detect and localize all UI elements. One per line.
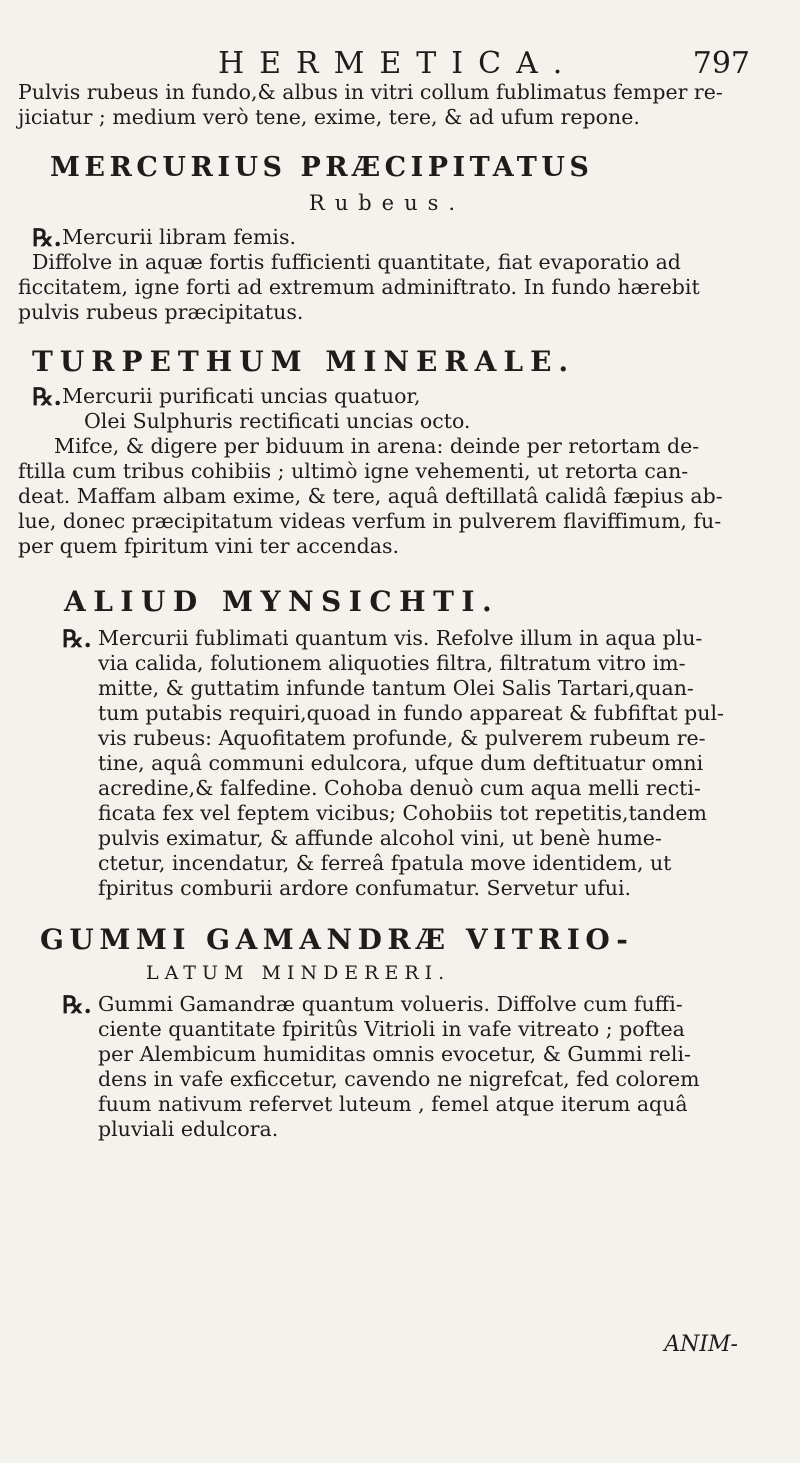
text-line: Diffolve in aquæ fortis fufficienti quantitate, fiat evaporatio ad — [32, 250, 681, 274]
recipe-symbol: ℞. — [62, 990, 92, 1019]
text-line: dens in vafe exficcetur, cavendo ne nigrefcat, fed colorem — [98, 1067, 700, 1091]
text-line: jiciatur ; medium verò tene, exime, tere, & ad ufum repone. — [18, 105, 640, 129]
section-subheading: Rubeus. — [308, 191, 466, 215]
text-line: acredine,& falfedine. Cohoba denuò cum aqua melli rectі- — [98, 776, 701, 800]
recipe-block — [18, 384, 756, 559]
text-line: ftilla cum tribus cohibiis ; ultimò igne vehementi, ut retorta can- — [18, 459, 689, 483]
text-line: Gummi Gamandræ quantum volueris. Diffolve cum fuffi- — [98, 992, 683, 1016]
text-line: ctetur, incendatur, & ferreâ fpatula move identidem, ut — [98, 851, 672, 875]
text-line: via calida, folutionem aliquoties filtra, filtratum vitro im- — [98, 651, 686, 675]
text-line: per Alembicum humiditas omnis evocetur, & Gummi reli- — [98, 1042, 691, 1066]
text-line: Mercurii libram femis. — [62, 225, 296, 249]
text-line: pluviali edulcora. — [98, 1117, 279, 1141]
section-heading: GUMMI GAMANDRÆ VITRIO- — [40, 923, 634, 956]
text-line: Mercurii purificati uncias quatuor, — [62, 384, 421, 408]
text-line: vis rubeus: Aquofitatem profunde, & pulverem rubeum re- — [98, 726, 706, 750]
text-line: Pulvis rubeus in fundo,& albus in vitri collum fublimatus femper re- — [18, 80, 723, 104]
recipe-symbol: ℞. — [62, 624, 92, 653]
page-number: 797 — [692, 46, 750, 81]
text-line: pulvis eximatur, & affunde alcohol vini, ut benè hume- — [98, 826, 662, 850]
text-line: lue, donec præcipitatum videas verfum in pulverem flaviffimum, fu- — [18, 509, 722, 533]
text-line: ficcitatem, igne forti ad extremum adminiftrato. In fundo hærebit — [18, 275, 700, 299]
text-line: per quem fpiritum vini ter accendas. — [18, 534, 400, 558]
text-line: tum putabis requiri,quoad in fundo appareat & fubfiftat pul- — [98, 701, 724, 725]
text-line: Mifce, & digere per biduum in arena: deinde per retortam de- — [54, 434, 700, 458]
recipe-symbol: ℞. — [32, 382, 62, 411]
recipe-symbol: ℞. — [32, 223, 62, 252]
text-line: Mercurii fublimati quantum vis. Refolve illum in aqua plu- — [98, 626, 703, 650]
text-line: Olei Sulphuris rectificati uncias octo. — [84, 409, 471, 433]
section-heading: ALIUD MYNSICHTI. — [64, 585, 500, 618]
text-line: tine, aquâ communi edulcora, ufque dum deftituatur omni — [98, 751, 704, 775]
page-header — [18, 40, 756, 80]
catchword: ANIM- — [664, 1332, 738, 1357]
section-heading: MERCURIUS PRÆCIPITATUS — [50, 152, 594, 183]
recipe-block — [18, 992, 756, 1142]
text-line: fuum nativum refervet luteum , femel atque iterum aquâ — [98, 1092, 688, 1116]
section-heading: TURPETHUM MINERALE. — [32, 345, 576, 378]
section-subheading: LATUM MINDERERI. — [146, 962, 451, 984]
text-line: mitte, & guttatim infunde tantum Olei Salis Tartari,quan- — [98, 676, 694, 700]
intro-paragraph — [18, 80, 756, 130]
text-line: ciente quantitate fpiritûs Vitrioli in vafe vitreato ; poftea — [98, 1017, 685, 1041]
text-line: deat. Maffam albam exime, & tere, aquâ deftillatâ calidâ fæpius ab- — [18, 484, 723, 508]
recipe-block — [18, 225, 756, 325]
text-line: pulvis rubeus præcipitatus. — [18, 300, 304, 324]
text-line: fpiritus comburii ardore confumatur. Servetur ufui. — [98, 876, 632, 900]
text-line: ficata fex vel feptem vicibus; Cohobiis tot repetitis,tandem — [98, 801, 707, 825]
recipe-block — [18, 626, 756, 901]
running-title: HERMETICA. — [218, 46, 578, 81]
